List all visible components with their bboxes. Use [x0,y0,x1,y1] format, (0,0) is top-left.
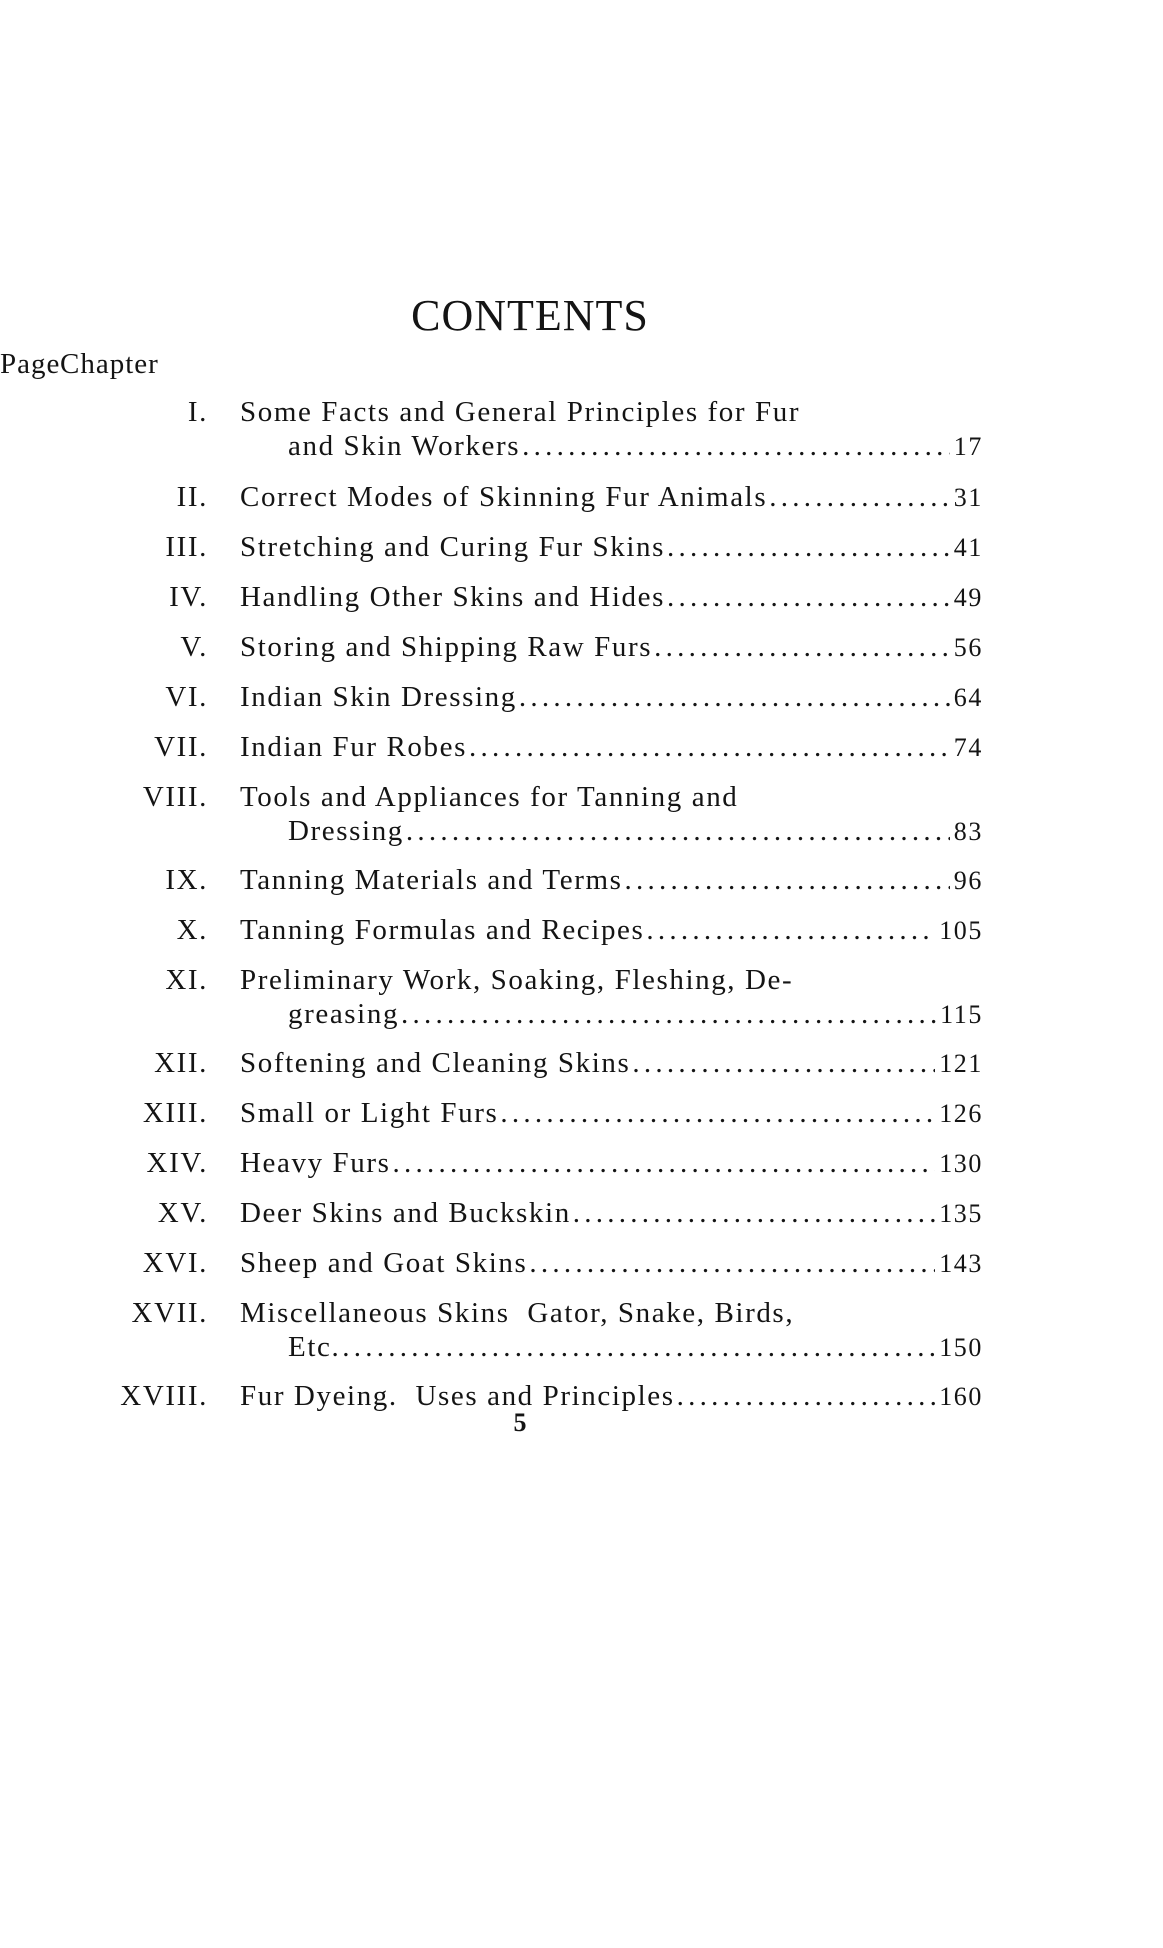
toc-entry [0,630,1163,665]
chapter-title: Sheep and Goat Skins [240,1247,528,1279]
dot-leader [517,680,950,714]
page-number: 31 [953,483,983,512]
chapter-number: XV. [157,1197,208,1229]
toc-entry [0,1196,1163,1231]
chapter-number: VIII. [142,781,208,813]
dot-leader [340,1330,935,1364]
page-number: 130 [939,1149,983,1178]
toc-entry [0,963,1163,1032]
page-number: 135 [939,1199,983,1228]
chapter-title-line2: and Skin Workers [288,430,521,462]
page-title: CONTENTS [411,291,649,340]
chapter-title-line2: Etc. [288,1331,341,1363]
chapter-title: Heavy Furs [240,1147,391,1179]
chapter-title-line1: Preliminary Work, Soaking, Fleshing, De- [240,964,794,996]
toc-entry [0,863,1163,898]
chapter-title: Correct Modes of Skinning Fur Animals [240,481,768,513]
dot-leader [652,630,950,664]
page-number: 83 [953,817,983,846]
dot-leader [630,1046,935,1080]
dot-leader [767,480,950,514]
chapter-number: IX. [165,864,208,896]
page-number: 56 [953,633,983,662]
dot-leader [665,580,950,614]
chapter-title-line1: Tools and Appliances for Tanning and [240,781,739,813]
chapter-title: Indian Fur Robes [240,731,467,763]
chapter-title-line2: greasing [288,998,400,1030]
folio-page-number: 5 [513,1408,527,1437]
dot-leader [399,997,936,1031]
dot-leader [644,913,935,947]
dot-leader [467,730,950,764]
chapter-number: V. [180,631,208,663]
dot-leader [498,1096,935,1130]
dot-leader [571,1196,935,1230]
chapter-number: XVIII. [120,1380,208,1412]
chapter-number: XIII. [142,1097,208,1129]
page-number: 74 [953,733,983,762]
chapter-title-line1: Some Facts and General Principles for Fur [240,396,801,428]
dot-leader [623,863,950,897]
toc-entry [0,1146,1163,1181]
page-number: 143 [939,1249,983,1278]
page-number: 17 [953,432,983,461]
chapter-column-header: Chapter [60,348,159,380]
page-column-header: Page [0,348,61,380]
chapter-number: IV. [169,581,208,613]
toc-entry [0,730,1163,765]
dot-leader [404,814,950,848]
toc-entry [0,1296,1163,1365]
chapter-title: Handling Other Skins and Hides [240,581,665,613]
chapter-title: Tanning Formulas and Recipes [240,914,645,946]
page-number: 160 [939,1382,983,1411]
chapter-title: Softening and Cleaning Skins [240,1047,631,1079]
chapter-number: XVI. [142,1247,208,1279]
page-number: 49 [953,583,983,612]
page-number: 96 [953,866,983,895]
page-number: 41 [953,533,983,562]
page-number: 150 [939,1333,983,1362]
dot-leader [391,1146,936,1180]
chapter-number: VII. [154,731,208,763]
dot-leader [665,530,950,564]
chapter-number: XI. [165,964,208,996]
dot-leader [527,1246,935,1280]
toc-entry [0,680,1163,715]
dot-leader [520,429,950,463]
chapter-title: Tanning Materials and Terms [240,864,623,896]
chapter-number: XII. [154,1047,208,1079]
toc-entry [0,1046,1163,1081]
chapter-number: III. [165,531,208,563]
chapter-title: Deer Skins and Buckskin [240,1197,571,1229]
chapter-title: Small or Light Furs [240,1097,499,1129]
page-number: 121 [939,1049,983,1078]
chapter-number: XVII. [131,1297,208,1329]
chapter-number: XIV. [146,1147,208,1179]
chapter-number: I. [187,396,208,428]
toc-entry [0,395,1163,464]
toc-entry [0,913,1163,948]
chapter-title: Indian Skin Dressing [240,681,517,713]
page-number: 105 [939,916,983,945]
chapter-title: Stretching and Curing Fur Skins [240,531,665,563]
chapter-number: II. [176,481,208,513]
chapter-title: Fur Dyeing. Uses and Principles [240,1380,675,1412]
chapter-number: X. [176,914,208,946]
toc-entry [0,580,1163,615]
table-of-contents [0,395,1163,1414]
chapter-title-line1: Miscellaneous Skins Gator, Snake, Birds, [240,1297,795,1329]
page-number: 64 [953,683,983,712]
page-number: 126 [939,1099,983,1128]
chapter-title: Storing and Shipping Raw Furs [240,631,653,663]
chapter-title-line2: Dressing [288,815,404,847]
page-number: 115 [940,1000,983,1029]
toc-entry [0,1246,1163,1281]
toc-entry [0,1096,1163,1131]
toc-entry [0,480,1163,515]
toc-entry [0,780,1163,849]
chapter-number: VI. [165,681,208,713]
toc-entry [0,530,1163,565]
